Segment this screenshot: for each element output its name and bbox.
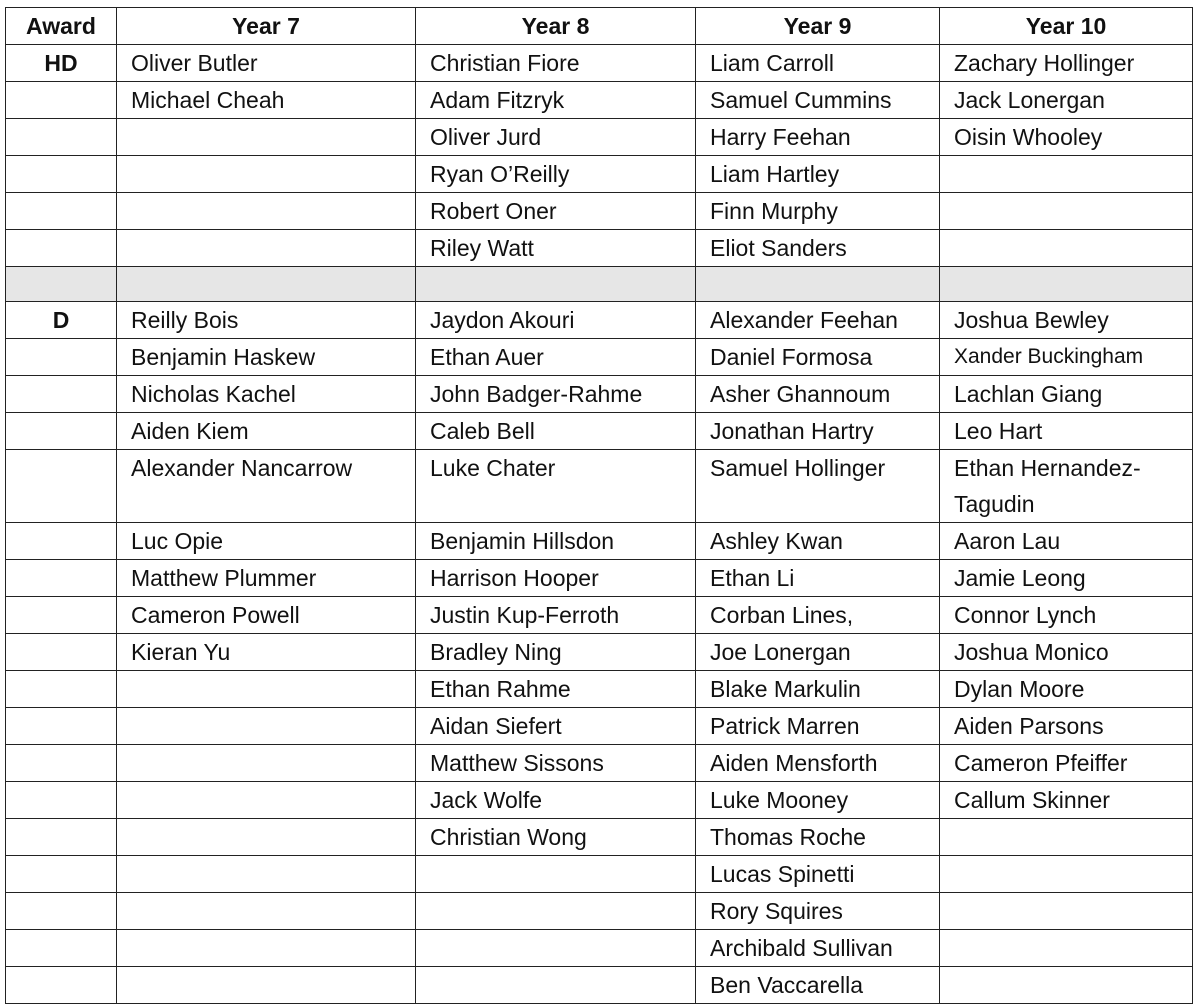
year-9-cell: Liam Carroll <box>696 45 940 82</box>
year-10-cell <box>940 193 1193 230</box>
year-10-cell: Jack Lonergan <box>940 82 1193 119</box>
year-10-cell <box>940 230 1193 267</box>
year-9-cell: Patrick Marren <box>696 708 940 745</box>
table-row <box>6 856 1193 893</box>
award-cell <box>6 339 117 376</box>
year-8-cell: Christian Fiore <box>416 45 696 82</box>
year-7-cell: Aiden Kiem <box>117 413 416 450</box>
year-8-cell <box>416 930 696 967</box>
year-7-cell <box>117 156 416 193</box>
year-8-cell: Robert Oner <box>416 193 696 230</box>
table-row <box>6 339 1193 376</box>
year-9-cell: Rory Squires <box>696 893 940 930</box>
year-9-cell: Harry Feehan <box>696 119 940 156</box>
table-row <box>6 413 1193 450</box>
award-cell <box>6 782 117 819</box>
year-7-cell <box>117 967 416 1004</box>
award-cell: HD <box>6 45 117 82</box>
award-cell <box>6 856 117 893</box>
year-10-cell: Leo Hart <box>940 413 1193 450</box>
year-10-cell: Xander Buckingham <box>940 339 1193 376</box>
year-9-cell: Jonathan Hartry <box>696 413 940 450</box>
year-8-cell: Matthew Sissons <box>416 745 696 782</box>
award-cell <box>6 413 117 450</box>
year-10-cell: Joshua Monico <box>940 634 1193 671</box>
award-cell <box>6 376 117 413</box>
year-8-cell: Harrison Hooper <box>416 560 696 597</box>
year-10-cell: Lachlan Giang <box>940 376 1193 413</box>
year-9-cell: Joe Lonergan <box>696 634 940 671</box>
year-7-cell <box>117 893 416 930</box>
award-cell <box>6 597 117 634</box>
year-10-cell <box>940 267 1193 302</box>
header-year-7: Year 7 <box>117 8 416 45</box>
year-10-cell <box>940 967 1193 1004</box>
table-row <box>6 782 1193 819</box>
award-cell <box>6 560 117 597</box>
award-cell <box>6 745 117 782</box>
year-7-cell: Benjamin Haskew <box>117 339 416 376</box>
year-7-cell: Nicholas Kachel <box>117 376 416 413</box>
table-row <box>6 45 1193 82</box>
year-7-cell: Oliver Butler <box>117 45 416 82</box>
year-7-cell <box>117 856 416 893</box>
year-9-cell: Archibald Sullivan <box>696 930 940 967</box>
award-cell <box>6 708 117 745</box>
year-7-cell <box>117 230 416 267</box>
award-cell <box>6 82 117 119</box>
year-9-cell: Asher Ghannoum <box>696 376 940 413</box>
header-row <box>6 8 1193 45</box>
year-9-cell: Corban Lines, <box>696 597 940 634</box>
year-7-cell <box>117 782 416 819</box>
year-7-cell <box>117 930 416 967</box>
year-9-cell: Blake Markulin <box>696 671 940 708</box>
year-10-cell: Ethan Hernandez-Tagudin <box>940 450 1193 523</box>
table-row <box>6 523 1193 560</box>
year-10-cell: Connor Lynch <box>940 597 1193 634</box>
table-row <box>6 930 1193 967</box>
award-cell <box>6 930 117 967</box>
header-year-8: Year 8 <box>416 8 696 45</box>
year-8-cell: Benjamin Hillsdon <box>416 523 696 560</box>
year-9-cell: Thomas Roche <box>696 819 940 856</box>
year-8-cell: Christian Wong <box>416 819 696 856</box>
table-row <box>6 967 1193 1004</box>
year-8-cell: Jaydon Akouri <box>416 302 696 339</box>
year-10-cell: Cameron Pfeiffer <box>940 745 1193 782</box>
year-10-cell <box>940 893 1193 930</box>
year-10-cell: Callum Skinner <box>940 782 1193 819</box>
award-cell <box>6 267 117 302</box>
year-9-cell: Aiden Mensforth <box>696 745 940 782</box>
year-7-cell: Alexander Nancarrow <box>117 450 416 523</box>
year-7-cell <box>117 819 416 856</box>
award-cell <box>6 819 117 856</box>
year-8-cell: Bradley Ning <box>416 634 696 671</box>
year-8-cell <box>416 856 696 893</box>
table-row <box>6 193 1193 230</box>
award-cell <box>6 893 117 930</box>
table-header <box>6 8 1193 45</box>
year-9-cell: Samuel Cummins <box>696 82 940 119</box>
year-7-cell <box>117 193 416 230</box>
year-8-cell: Justin Kup-Ferroth <box>416 597 696 634</box>
year-7-cell: Matthew Plummer <box>117 560 416 597</box>
year-8-cell: Aidan Siefert <box>416 708 696 745</box>
year-9-cell: Liam Hartley <box>696 156 940 193</box>
year-9-cell: Finn Murphy <box>696 193 940 230</box>
table-row <box>6 119 1193 156</box>
year-10-cell <box>940 930 1193 967</box>
award-cell <box>6 193 117 230</box>
table-row <box>6 450 1193 523</box>
table-row <box>6 708 1193 745</box>
table-row <box>6 376 1193 413</box>
year-8-cell: John Badger-Rahme <box>416 376 696 413</box>
year-7-cell <box>117 745 416 782</box>
award-cell <box>6 967 117 1004</box>
year-8-cell: Caleb Bell <box>416 413 696 450</box>
table-row <box>6 819 1193 856</box>
table-row <box>6 597 1193 634</box>
year-8-cell: Adam Fitzryk <box>416 82 696 119</box>
year-9-cell: Daniel Formosa <box>696 339 940 376</box>
separator-row <box>6 267 1193 302</box>
year-8-cell: Luke Chater <box>416 450 696 523</box>
year-10-cell: Dylan Moore <box>940 671 1193 708</box>
year-9-cell: Lucas Spinetti <box>696 856 940 893</box>
year-8-cell: Jack Wolfe <box>416 782 696 819</box>
year-8-cell: Oliver Jurd <box>416 119 696 156</box>
table-row <box>6 302 1193 339</box>
year-8-cell <box>416 267 696 302</box>
year-7-cell <box>117 267 416 302</box>
year-7-cell: Kieran Yu <box>117 634 416 671</box>
year-9-cell: Eliot Sanders <box>696 230 940 267</box>
year-10-cell: Oisin Whooley <box>940 119 1193 156</box>
year-9-cell: Alexander Feehan <box>696 302 940 339</box>
year-7-cell <box>117 708 416 745</box>
header-award: Award <box>6 8 117 45</box>
table-row <box>6 745 1193 782</box>
year-8-cell <box>416 967 696 1004</box>
table-row <box>6 82 1193 119</box>
award-cell <box>6 156 117 193</box>
year-9-cell: Ben Vaccarella <box>696 967 940 1004</box>
year-9-cell: Ashley Kwan <box>696 523 940 560</box>
award-cell <box>6 634 117 671</box>
table-row <box>6 156 1193 193</box>
year-7-cell <box>117 671 416 708</box>
table-row <box>6 634 1193 671</box>
awards-table <box>5 7 1193 1004</box>
table-row <box>6 671 1193 708</box>
year-7-cell <box>117 119 416 156</box>
year-10-cell: Joshua Bewley <box>940 302 1193 339</box>
year-7-cell: Michael Cheah <box>117 82 416 119</box>
award-cell: D <box>6 302 117 339</box>
year-9-cell: Luke Mooney <box>696 782 940 819</box>
year-8-cell: Ryan O’Reilly <box>416 156 696 193</box>
year-8-cell: Ethan Rahme <box>416 671 696 708</box>
year-9-cell: Ethan Li <box>696 560 940 597</box>
table-row <box>6 893 1193 930</box>
year-10-cell: Zachary Hollinger <box>940 45 1193 82</box>
award-cell <box>6 523 117 560</box>
table-body <box>6 45 1193 1004</box>
year-8-cell <box>416 893 696 930</box>
award-cell <box>6 671 117 708</box>
year-10-cell: Jamie Leong <box>940 560 1193 597</box>
year-9-cell: Samuel Hollinger <box>696 450 940 523</box>
year-10-cell <box>940 156 1193 193</box>
year-10-cell: Aiden Parsons <box>940 708 1193 745</box>
year-10-cell <box>940 856 1193 893</box>
table-row <box>6 560 1193 597</box>
year-7-cell: Cameron Powell <box>117 597 416 634</box>
table-row <box>6 230 1193 267</box>
year-7-cell: Luc Opie <box>117 523 416 560</box>
year-10-cell <box>940 819 1193 856</box>
award-cell <box>6 450 117 523</box>
year-8-cell: Ethan Auer <box>416 339 696 376</box>
award-cell <box>6 230 117 267</box>
year-10-cell: Aaron Lau <box>940 523 1193 560</box>
header-year-10: Year 10 <box>940 8 1193 45</box>
year-7-cell: Reilly Bois <box>117 302 416 339</box>
year-9-cell <box>696 267 940 302</box>
year-8-cell: Riley Watt <box>416 230 696 267</box>
header-year-9: Year 9 <box>696 8 940 45</box>
award-cell <box>6 119 117 156</box>
